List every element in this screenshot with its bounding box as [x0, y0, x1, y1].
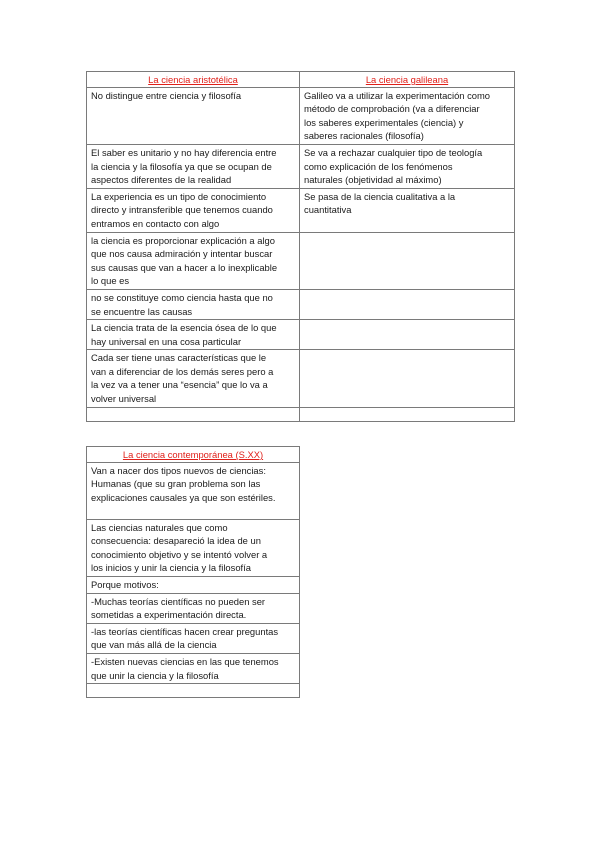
table-row — [87, 684, 300, 698]
header-contemporary: La ciencia contemporánea (S.XX) — [87, 447, 300, 463]
table-cell: -Muchas teorías científicas no pueden ser sometidas a experimentación directa. — [87, 593, 300, 623]
table-cell — [300, 407, 515, 421]
table-cell — [300, 350, 515, 407]
table-row — [87, 593, 300, 623]
table-row — [87, 462, 300, 519]
header-galilean: La ciencia galileana — [300, 72, 515, 88]
table-cell — [87, 407, 300, 421]
table-cell: la ciencia es proporcionar explicación a algo que nos causa admiración y intentar buscar sus causas que van a hacer a lo inexplicable lo que es — [87, 232, 300, 289]
science-comparison-table — [86, 71, 515, 422]
table-cell — [300, 289, 515, 319]
table-cell: No distingue entre ciencia y filosofía — [87, 87, 300, 144]
table-cell: Las ciencias naturales que como consecuencia: desapareció la idea de un conocimiento objetivo y se intentó volver a los inicios y unir la ciencia y la filosofía — [87, 519, 300, 576]
table-cell: -Existen nuevas ciencias en las que tenemos que unir la ciencia y la filosofía — [87, 653, 300, 683]
table-row — [87, 407, 515, 421]
table-header-row — [87, 447, 300, 463]
table-row — [87, 188, 515, 232]
table-cell: Cada ser tiene unas características que le van a diferenciar de los demás seres pero a la vez va a tener una “esencia” que lo va a volver universal — [87, 350, 300, 407]
table-cell: Van a nacer dos tipos nuevos de ciencias: Humanas (que su gran problema son las explicaciones causales ya que son estériles. — [87, 462, 300, 519]
table-row — [87, 232, 515, 289]
table-cell: La ciencia trata de la esencia ósea de lo que hay universal en una cosa particular — [87, 320, 300, 350]
table-row — [87, 576, 300, 593]
table-row — [87, 289, 515, 319]
table-cell: Se pasa de la ciencia cualitativa a la cuantitativa — [300, 188, 515, 232]
header-aristotelian: La ciencia aristotélica — [87, 72, 300, 88]
table-row — [87, 653, 300, 683]
table-cell: La experiencia es un tipo de conocimiento directo y intransferible que tenemos cuando entramos en contacto con algo — [87, 188, 300, 232]
table-row — [87, 519, 300, 576]
table-cell — [300, 232, 515, 289]
table-row — [87, 144, 515, 188]
table-cell: Se va a rechazar cualquier tipo de teología como explicación de los fenómenos naturales (objetividad al máximo) — [300, 144, 515, 188]
table-cell: Galileo va a utilizar la experimentación como método de comprobación (va a diferenciar los saberes experimentales (ciencia) y saberes racionales (filosofía) — [300, 87, 515, 144]
table-cell — [300, 320, 515, 350]
table-cell — [87, 684, 300, 698]
table-header-row — [87, 72, 515, 88]
table-row — [87, 320, 515, 350]
table-cell: no se constituye como ciencia hasta que no se encuentre las causas — [87, 289, 300, 319]
table-row — [87, 350, 515, 407]
table-row — [87, 623, 300, 653]
table-cell: -las teorías científicas hacen crear preguntas que van más allá de la ciencia — [87, 623, 300, 653]
table-cell: Porque motivos: — [87, 576, 300, 593]
table-cell: El saber es unitario y no hay diferencia entre la ciencia y la filosofía ya que se ocupan de aspectos diferentes de la realidad — [87, 144, 300, 188]
contemporary-science-table — [86, 446, 300, 698]
table-row — [87, 87, 515, 144]
